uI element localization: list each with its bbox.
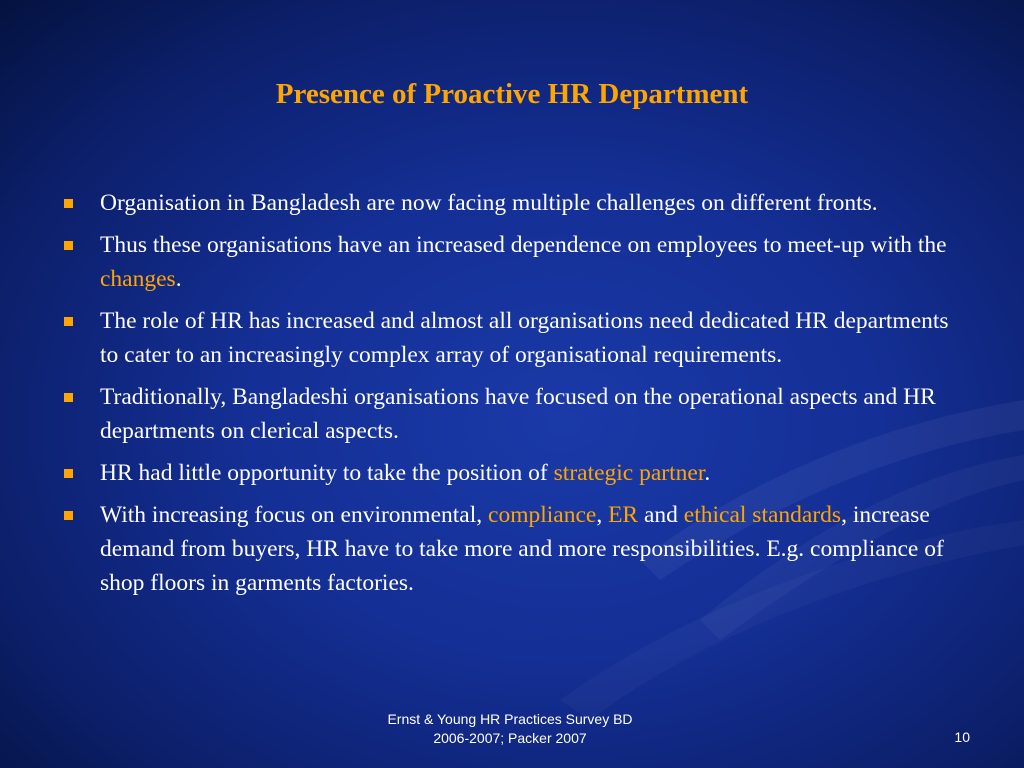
highlighted-term: ethical standards [683,502,842,528]
square-bullet-icon [64,469,73,478]
bullet-text: Organisation in Bangladesh are now facing multiple challenges on different fronts. [100,190,878,216]
bullet-text: . [704,460,711,486]
page-number: 10 [954,729,970,745]
footer-source-line2: 2006-2007; Packer 2007 [433,730,587,746]
bullet-text: and [638,502,684,528]
bullet-text: . [175,266,182,292]
bullet-item [60,456,970,490]
bullet-text: With increasing focus on environmental, [100,502,489,528]
bullet-item [60,228,970,296]
bullet-text: HR had little opportunity to take the position of [100,460,554,486]
square-bullet-icon [64,511,73,520]
square-bullet-icon [64,199,73,208]
bullet-text: , increase demand from buyers, HR have to take more and more responsibilities. E.g. compliance of shop floors in garments factories. [100,502,944,596]
bullet-text: , [596,502,609,528]
bullet-item [60,380,970,448]
bullet-item [60,498,970,600]
highlighted-term: ER [608,502,639,528]
footer-source [330,710,690,748]
square-bullet-icon [64,241,73,250]
square-bullet-icon [64,393,73,402]
slide-title: Presence of Proactive HR Department [275,78,749,110]
bullet-item [60,186,970,220]
highlighted-term: strategic partner [553,460,705,486]
footer-source-line1: Ernst & Young HR Practices Survey BD [387,711,633,727]
bullet-text: Traditionally, Bangladeshi organisations have focused on the operational aspects and HR departments on clerical aspects. [100,384,936,444]
highlighted-term: changes [100,266,176,292]
bullet-list [60,186,970,608]
bullet-text: The role of HR has increased and almost all organisations need dedicated HR departments to cater to an increasingly complex array of organisational requirements. [100,308,949,368]
bullet-text: Thus these organisations have an increased dependence on employees to meet-up with the [100,232,947,258]
square-bullet-icon [64,317,73,326]
bullet-item [60,304,970,372]
highlighted-term: compliance [488,502,597,528]
